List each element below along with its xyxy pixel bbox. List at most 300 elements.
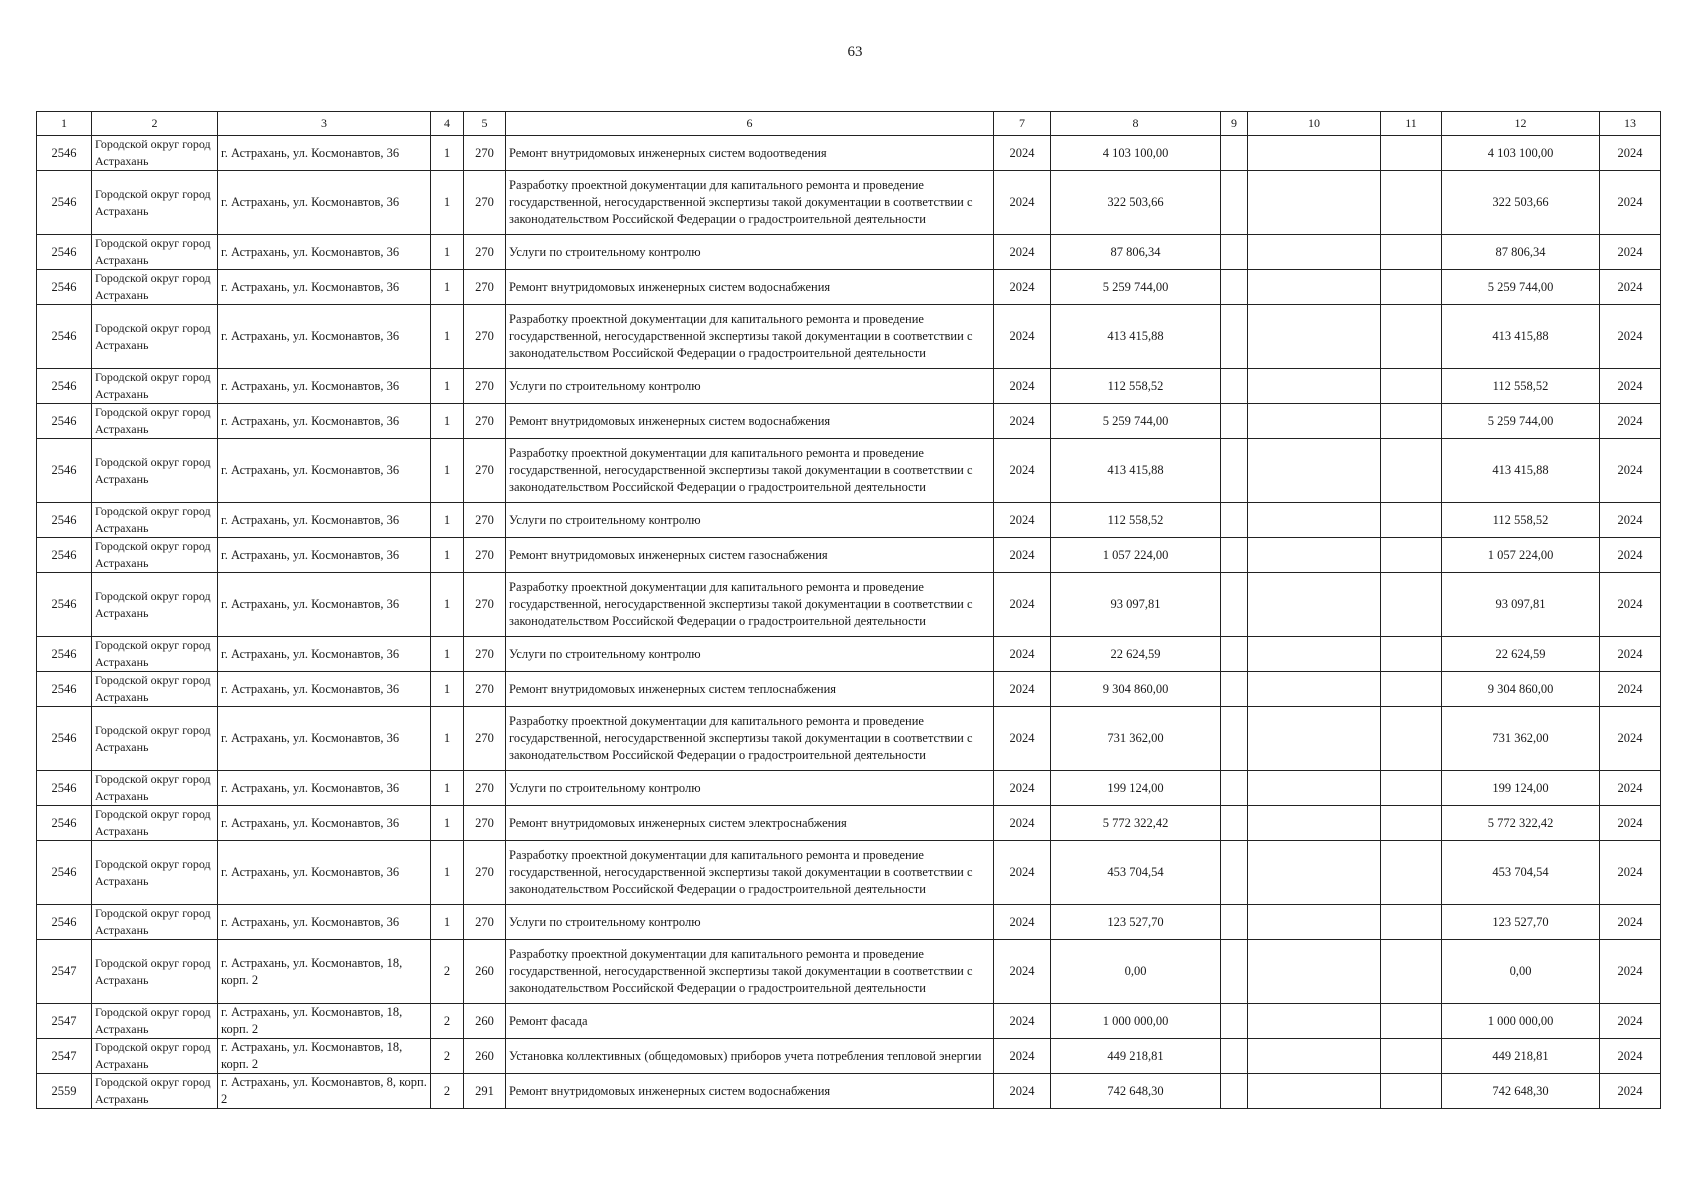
- col9-cell: [1221, 136, 1248, 171]
- col5-cell: 270: [464, 439, 506, 503]
- plan-year-cell: 2024: [1600, 1039, 1661, 1074]
- col4-cell: 1: [431, 672, 464, 707]
- col10-cell: [1248, 806, 1381, 841]
- amount-cell: 5 259 744,00: [1051, 404, 1221, 439]
- column-header-4: 4: [431, 112, 464, 136]
- work-type-cell: Ремонт внутридомовых инженерных систем электроснабжения: [506, 806, 994, 841]
- column-header-12: 12: [1442, 112, 1600, 136]
- table-row: [37, 841, 1661, 905]
- col10-cell: [1248, 171, 1381, 235]
- row-id-cell: 2546: [37, 171, 92, 235]
- table-row: [37, 1074, 1661, 1109]
- col4-cell: 1: [431, 707, 464, 771]
- col5-cell: 270: [464, 707, 506, 771]
- work-type-cell: Ремонт внутридомовых инженерных систем водоотведения: [506, 136, 994, 171]
- col10-cell: [1248, 905, 1381, 940]
- address-cell: г. Астрахань, ул. Космонавтов, 36: [218, 707, 431, 771]
- year-cell: 2024: [994, 136, 1051, 171]
- municipality-cell: Городской округ город Астрахань: [92, 305, 218, 369]
- col10-cell: [1248, 404, 1381, 439]
- col5-cell: 270: [464, 806, 506, 841]
- table-row: [37, 305, 1661, 369]
- municipality-cell: Городской округ город Астрахань: [92, 235, 218, 270]
- municipality-cell: Городской округ город Астрахань: [92, 573, 218, 637]
- municipality-cell: Городской округ город Астрахань: [92, 905, 218, 940]
- amount-cell: 1 000 000,00: [1051, 1004, 1221, 1039]
- col10-cell: [1248, 503, 1381, 538]
- column-header-3: 3: [218, 112, 431, 136]
- col9-cell: [1221, 439, 1248, 503]
- col5-cell: 270: [464, 171, 506, 235]
- col9-cell: [1221, 1074, 1248, 1109]
- total-amount-cell: 1 000 000,00: [1442, 1004, 1600, 1039]
- plan-year-cell: 2024: [1600, 369, 1661, 404]
- col9-cell: [1221, 270, 1248, 305]
- table-row: [37, 1039, 1661, 1074]
- column-header-11: 11: [1381, 112, 1442, 136]
- plan-year-cell: 2024: [1600, 637, 1661, 672]
- year-cell: 2024: [994, 270, 1051, 305]
- plan-year-cell: 2024: [1600, 404, 1661, 439]
- address-cell: г. Астрахань, ул. Космонавтов, 36: [218, 672, 431, 707]
- amount-cell: 1 057 224,00: [1051, 538, 1221, 573]
- col11-cell: [1381, 637, 1442, 672]
- total-amount-cell: 87 806,34: [1442, 235, 1600, 270]
- row-id-cell: 2547: [37, 940, 92, 1004]
- total-amount-cell: 0,00: [1442, 940, 1600, 1004]
- table-row: [37, 439, 1661, 503]
- row-id-cell: 2546: [37, 637, 92, 672]
- col11-cell: [1381, 940, 1442, 1004]
- col4-cell: 1: [431, 136, 464, 171]
- municipality-cell: Городской округ город Астрахань: [92, 1039, 218, 1074]
- col11-cell: [1381, 439, 1442, 503]
- col11-cell: [1381, 672, 1442, 707]
- row-id-cell: 2546: [37, 305, 92, 369]
- address-cell: г. Астрахань, ул. Космонавтов, 36: [218, 404, 431, 439]
- col11-cell: [1381, 905, 1442, 940]
- col4-cell: 1: [431, 404, 464, 439]
- row-id-cell: 2546: [37, 707, 92, 771]
- address-cell: г. Астрахань, ул. Космонавтов, 36: [218, 573, 431, 637]
- plan-year-cell: 2024: [1600, 806, 1661, 841]
- col4-cell: 2: [431, 940, 464, 1004]
- column-header-8: 8: [1051, 112, 1221, 136]
- col4-cell: 2: [431, 1004, 464, 1039]
- column-header-13: 13: [1600, 112, 1661, 136]
- col11-cell: [1381, 1039, 1442, 1074]
- row-id-cell: 2546: [37, 136, 92, 171]
- col9-cell: [1221, 1004, 1248, 1039]
- total-amount-cell: 322 503,66: [1442, 171, 1600, 235]
- col11-cell: [1381, 171, 1442, 235]
- col11-cell: [1381, 1004, 1442, 1039]
- address-cell: г. Астрахань, ул. Космонавтов, 36: [218, 305, 431, 369]
- amount-cell: 112 558,52: [1051, 503, 1221, 538]
- year-cell: 2024: [994, 369, 1051, 404]
- year-cell: 2024: [994, 171, 1051, 235]
- work-type-cell: Разработку проектной документации для капитального ремонта и проведение государственной, негосударственной экспертизы такой документации в соответствии с законодательством Российской Федерации о градостроительной деятельности: [506, 707, 994, 771]
- total-amount-cell: 5 259 744,00: [1442, 270, 1600, 305]
- work-type-cell: Разработку проектной документации для капитального ремонта и проведение государственной, негосударственной экспертизы такой документации в соответствии с законодательством Российской Федерации о градостроительной деятельности: [506, 940, 994, 1004]
- amount-cell: 4 103 100,00: [1051, 136, 1221, 171]
- amount-cell: 0,00: [1051, 940, 1221, 1004]
- address-cell: г. Астрахань, ул. Космонавтов, 18, корп. 2: [218, 1039, 431, 1074]
- col5-cell: 270: [464, 771, 506, 806]
- amount-cell: 413 415,88: [1051, 439, 1221, 503]
- municipality-cell: Городской округ город Астрахань: [92, 806, 218, 841]
- plan-year-cell: 2024: [1600, 136, 1661, 171]
- row-id-cell: 2559: [37, 1074, 92, 1109]
- work-type-cell: Разработку проектной документации для капитального ремонта и проведение государственной, негосударственной экспертизы такой документации в соответствии с законодательством Российской Федерации о градостроительной деятельности: [506, 305, 994, 369]
- work-type-cell: Ремонт внутридомовых инженерных систем водоснабжения: [506, 270, 994, 305]
- header-row: [37, 112, 1661, 136]
- work-type-cell: Ремонт внутридомовых инженерных систем водоснабжения: [506, 404, 994, 439]
- year-cell: 2024: [994, 573, 1051, 637]
- municipality-cell: Городской округ город Астрахань: [92, 171, 218, 235]
- col9-cell: [1221, 637, 1248, 672]
- col4-cell: 2: [431, 1039, 464, 1074]
- work-type-cell: Услуги по строительному контролю: [506, 905, 994, 940]
- col9-cell: [1221, 672, 1248, 707]
- total-amount-cell: 453 704,54: [1442, 841, 1600, 905]
- year-cell: 2024: [994, 439, 1051, 503]
- col11-cell: [1381, 573, 1442, 637]
- total-amount-cell: 413 415,88: [1442, 305, 1600, 369]
- work-type-cell: Услуги по строительному контролю: [506, 771, 994, 806]
- municipality-cell: Городской округ город Астрахань: [92, 538, 218, 573]
- address-cell: г. Астрахань, ул. Космонавтов, 36: [218, 905, 431, 940]
- amount-cell: 199 124,00: [1051, 771, 1221, 806]
- row-id-cell: 2546: [37, 905, 92, 940]
- total-amount-cell: 93 097,81: [1442, 573, 1600, 637]
- col9-cell: [1221, 940, 1248, 1004]
- col10-cell: [1248, 940, 1381, 1004]
- col10-cell: [1248, 637, 1381, 672]
- work-type-cell: Ремонт внутридомовых инженерных систем газоснабжения: [506, 538, 994, 573]
- work-type-cell: Услуги по строительному контролю: [506, 637, 994, 672]
- col4-cell: 1: [431, 503, 464, 538]
- col11-cell: [1381, 771, 1442, 806]
- col10-cell: [1248, 672, 1381, 707]
- table-row: [37, 171, 1661, 235]
- year-cell: 2024: [994, 1074, 1051, 1109]
- municipality-cell: Городской округ город Астрахань: [92, 503, 218, 538]
- total-amount-cell: 742 648,30: [1442, 1074, 1600, 1109]
- col5-cell: 270: [464, 672, 506, 707]
- col11-cell: [1381, 235, 1442, 270]
- col11-cell: [1381, 841, 1442, 905]
- row-id-cell: 2547: [37, 1004, 92, 1039]
- work-type-cell: Услуги по строительному контролю: [506, 369, 994, 404]
- address-cell: г. Астрахань, ул. Космонавтов, 36: [218, 369, 431, 404]
- col10-cell: [1248, 707, 1381, 771]
- row-id-cell: 2546: [37, 235, 92, 270]
- col5-cell: 260: [464, 940, 506, 1004]
- year-cell: 2024: [994, 771, 1051, 806]
- col11-cell: [1381, 404, 1442, 439]
- amount-cell: 87 806,34: [1051, 235, 1221, 270]
- year-cell: 2024: [994, 637, 1051, 672]
- column-header-6: 6: [506, 112, 994, 136]
- table-row: [37, 637, 1661, 672]
- col10-cell: [1248, 771, 1381, 806]
- total-amount-cell: 731 362,00: [1442, 707, 1600, 771]
- col10-cell: [1248, 573, 1381, 637]
- row-id-cell: 2546: [37, 270, 92, 305]
- municipality-cell: Городской округ город Астрахань: [92, 136, 218, 171]
- address-cell: г. Астрахань, ул. Космонавтов, 36: [218, 637, 431, 672]
- col4-cell: 1: [431, 305, 464, 369]
- address-cell: г. Астрахань, ул. Космонавтов, 36: [218, 806, 431, 841]
- table-row: [37, 1004, 1661, 1039]
- amount-cell: 322 503,66: [1051, 171, 1221, 235]
- total-amount-cell: 112 558,52: [1442, 503, 1600, 538]
- year-cell: 2024: [994, 905, 1051, 940]
- col10-cell: [1248, 538, 1381, 573]
- col5-cell: 270: [464, 841, 506, 905]
- col9-cell: [1221, 707, 1248, 771]
- municipality-cell: Городской округ город Астрахань: [92, 841, 218, 905]
- col11-cell: [1381, 136, 1442, 171]
- table-row: [37, 136, 1661, 171]
- address-cell: г. Астрахань, ул. Космонавтов, 36: [218, 235, 431, 270]
- municipality-cell: Городской округ город Астрахань: [92, 270, 218, 305]
- year-cell: 2024: [994, 841, 1051, 905]
- col5-cell: 270: [464, 305, 506, 369]
- table-row: [37, 707, 1661, 771]
- municipality-cell: Городской округ город Астрахань: [92, 404, 218, 439]
- col5-cell: 270: [464, 369, 506, 404]
- table-row: [37, 538, 1661, 573]
- col5-cell: 270: [464, 136, 506, 171]
- col9-cell: [1221, 573, 1248, 637]
- work-type-cell: Услуги по строительному контролю: [506, 503, 994, 538]
- column-header-7: 7: [994, 112, 1051, 136]
- year-cell: 2024: [994, 503, 1051, 538]
- row-id-cell: 2546: [37, 439, 92, 503]
- plan-year-cell: 2024: [1600, 771, 1661, 806]
- col4-cell: 1: [431, 905, 464, 940]
- col11-cell: [1381, 503, 1442, 538]
- col4-cell: 1: [431, 171, 464, 235]
- column-header-1: 1: [37, 112, 92, 136]
- col10-cell: [1248, 1074, 1381, 1109]
- work-type-cell: Разработку проектной документации для капитального ремонта и проведение государственной, негосударственной экспертизы такой документации в соответствии с законодательством Российской Федерации о градостроительной деятельности: [506, 841, 994, 905]
- col5-cell: 260: [464, 1039, 506, 1074]
- col4-cell: 1: [431, 538, 464, 573]
- col4-cell: 1: [431, 573, 464, 637]
- col5-cell: 270: [464, 503, 506, 538]
- total-amount-cell: 199 124,00: [1442, 771, 1600, 806]
- work-type-cell: Ремонт внутридомовых инженерных систем водоснабжения: [506, 1074, 994, 1109]
- row-id-cell: 2546: [37, 672, 92, 707]
- col5-cell: 270: [464, 235, 506, 270]
- address-cell: г. Астрахань, ул. Космонавтов, 36: [218, 136, 431, 171]
- amount-cell: 123 527,70: [1051, 905, 1221, 940]
- plan-year-cell: 2024: [1600, 841, 1661, 905]
- col9-cell: [1221, 404, 1248, 439]
- work-type-cell: Ремонт внутридомовых инженерных систем теплоснабжения: [506, 672, 994, 707]
- total-amount-cell: 123 527,70: [1442, 905, 1600, 940]
- row-id-cell: 2546: [37, 538, 92, 573]
- address-cell: г. Астрахань, ул. Космонавтов, 8, корп. 2: [218, 1074, 431, 1109]
- col9-cell: [1221, 905, 1248, 940]
- row-id-cell: 2546: [37, 806, 92, 841]
- table-row: [37, 940, 1661, 1004]
- col5-cell: 270: [464, 573, 506, 637]
- plan-year-cell: 2024: [1600, 1004, 1661, 1039]
- amount-cell: 93 097,81: [1051, 573, 1221, 637]
- col11-cell: [1381, 1074, 1442, 1109]
- municipality-cell: Городской округ город Астрахань: [92, 1004, 218, 1039]
- row-id-cell: 2546: [37, 404, 92, 439]
- col10-cell: [1248, 841, 1381, 905]
- address-cell: г. Астрахань, ул. Космонавтов, 36: [218, 771, 431, 806]
- plan-year-cell: 2024: [1600, 672, 1661, 707]
- year-cell: 2024: [994, 1004, 1051, 1039]
- amount-cell: 731 362,00: [1051, 707, 1221, 771]
- column-header-10: 10: [1248, 112, 1381, 136]
- col11-cell: [1381, 707, 1442, 771]
- amount-cell: 453 704,54: [1051, 841, 1221, 905]
- plan-year-cell: 2024: [1600, 940, 1661, 1004]
- col11-cell: [1381, 305, 1442, 369]
- col5-cell: 270: [464, 905, 506, 940]
- address-cell: г. Астрахань, ул. Космонавтов, 36: [218, 503, 431, 538]
- col9-cell: [1221, 305, 1248, 369]
- table-row: [37, 404, 1661, 439]
- table-row: [37, 369, 1661, 404]
- table-row: [37, 806, 1661, 841]
- municipality-cell: Городской округ город Астрахань: [92, 439, 218, 503]
- work-type-cell: Ремонт фасада: [506, 1004, 994, 1039]
- amount-cell: 5 259 744,00: [1051, 270, 1221, 305]
- col5-cell: 260: [464, 1004, 506, 1039]
- col9-cell: [1221, 369, 1248, 404]
- address-cell: г. Астрахань, ул. Космонавтов, 36: [218, 841, 431, 905]
- work-type-cell: Разработку проектной документации для капитального ремонта и проведение государственной, негосударственной экспертизы такой документации в соответствии с законодательством Российской Федерации о градостроительной деятельности: [506, 573, 994, 637]
- total-amount-cell: 22 624,59: [1442, 637, 1600, 672]
- col11-cell: [1381, 538, 1442, 573]
- col5-cell: 291: [464, 1074, 506, 1109]
- table-row: [37, 235, 1661, 270]
- col11-cell: [1381, 270, 1442, 305]
- table-row: [37, 905, 1661, 940]
- total-amount-cell: 5 772 322,42: [1442, 806, 1600, 841]
- municipality-cell: Городской округ город Астрахань: [92, 771, 218, 806]
- municipality-cell: Городской округ город Астрахань: [92, 940, 218, 1004]
- amount-cell: 413 415,88: [1051, 305, 1221, 369]
- col4-cell: 1: [431, 369, 464, 404]
- total-amount-cell: 112 558,52: [1442, 369, 1600, 404]
- col10-cell: [1248, 270, 1381, 305]
- year-cell: 2024: [994, 404, 1051, 439]
- col5-cell: 270: [464, 637, 506, 672]
- municipality-cell: Городской округ город Астрахань: [92, 672, 218, 707]
- address-cell: г. Астрахань, ул. Космонавтов, 36: [218, 171, 431, 235]
- col9-cell: [1221, 771, 1248, 806]
- table-row: [37, 573, 1661, 637]
- col9-cell: [1221, 538, 1248, 573]
- row-id-cell: 2547: [37, 1039, 92, 1074]
- work-type-cell: Услуги по строительному контролю: [506, 235, 994, 270]
- col4-cell: 1: [431, 235, 464, 270]
- plan-year-cell: 2024: [1600, 707, 1661, 771]
- col4-cell: 1: [431, 771, 464, 806]
- col4-cell: 1: [431, 637, 464, 672]
- address-cell: г. Астрахань, ул. Космонавтов, 36: [218, 439, 431, 503]
- row-id-cell: 2546: [37, 369, 92, 404]
- col5-cell: 270: [464, 538, 506, 573]
- plan-year-cell: 2024: [1600, 270, 1661, 305]
- col10-cell: [1248, 1004, 1381, 1039]
- year-cell: 2024: [994, 305, 1051, 369]
- col9-cell: [1221, 841, 1248, 905]
- total-amount-cell: 413 415,88: [1442, 439, 1600, 503]
- amount-cell: 5 772 322,42: [1051, 806, 1221, 841]
- col10-cell: [1248, 369, 1381, 404]
- total-amount-cell: 4 103 100,00: [1442, 136, 1600, 171]
- year-cell: 2024: [994, 806, 1051, 841]
- table-row: [37, 503, 1661, 538]
- plan-year-cell: 2024: [1600, 905, 1661, 940]
- total-amount-cell: 1 057 224,00: [1442, 538, 1600, 573]
- col4-cell: 1: [431, 841, 464, 905]
- address-cell: г. Астрахань, ул. Космонавтов, 36: [218, 538, 431, 573]
- plan-year-cell: 2024: [1600, 305, 1661, 369]
- plan-year-cell: 2024: [1600, 503, 1661, 538]
- col11-cell: [1381, 369, 1442, 404]
- amount-cell: 22 624,59: [1051, 637, 1221, 672]
- col4-cell: 1: [431, 439, 464, 503]
- row-id-cell: 2546: [37, 841, 92, 905]
- row-id-cell: 2546: [37, 573, 92, 637]
- municipality-cell: Городской округ город Астрахань: [92, 369, 218, 404]
- total-amount-cell: 9 304 860,00: [1442, 672, 1600, 707]
- col10-cell: [1248, 439, 1381, 503]
- total-amount-cell: 5 259 744,00: [1442, 404, 1600, 439]
- plan-year-cell: 2024: [1600, 1074, 1661, 1109]
- col4-cell: 2: [431, 1074, 464, 1109]
- col11-cell: [1381, 806, 1442, 841]
- row-id-cell: 2546: [37, 503, 92, 538]
- work-type-cell: Разработку проектной документации для капитального ремонта и проведение государственной, негосударственной экспертизы такой документации в соответствии с законодательством Российской Федерации о градостроительной деятельности: [506, 439, 994, 503]
- column-header-5: 5: [464, 112, 506, 136]
- plan-year-cell: 2024: [1600, 538, 1661, 573]
- amount-cell: 742 648,30: [1051, 1074, 1221, 1109]
- row-id-cell: 2546: [37, 771, 92, 806]
- plan-year-cell: 2024: [1600, 235, 1661, 270]
- page-number: 63: [847, 44, 863, 60]
- col9-cell: [1221, 806, 1248, 841]
- address-cell: г. Астрахань, ул. Космонавтов, 18, корп. 2: [218, 1004, 431, 1039]
- col9-cell: [1221, 171, 1248, 235]
- year-cell: 2024: [994, 672, 1051, 707]
- municipality-cell: Городской округ город Астрахань: [92, 707, 218, 771]
- amount-cell: 449 218,81: [1051, 1039, 1221, 1074]
- work-type-cell: Установка коллективных (общедомовых) приборов учета потребления тепловой энергии: [506, 1039, 994, 1074]
- amount-cell: 9 304 860,00: [1051, 672, 1221, 707]
- col5-cell: 270: [464, 404, 506, 439]
- register-table: [36, 111, 1661, 1109]
- plan-year-cell: 2024: [1600, 439, 1661, 503]
- col4-cell: 1: [431, 270, 464, 305]
- year-cell: 2024: [994, 538, 1051, 573]
- year-cell: 2024: [994, 1039, 1051, 1074]
- col4-cell: 1: [431, 806, 464, 841]
- col9-cell: [1221, 235, 1248, 270]
